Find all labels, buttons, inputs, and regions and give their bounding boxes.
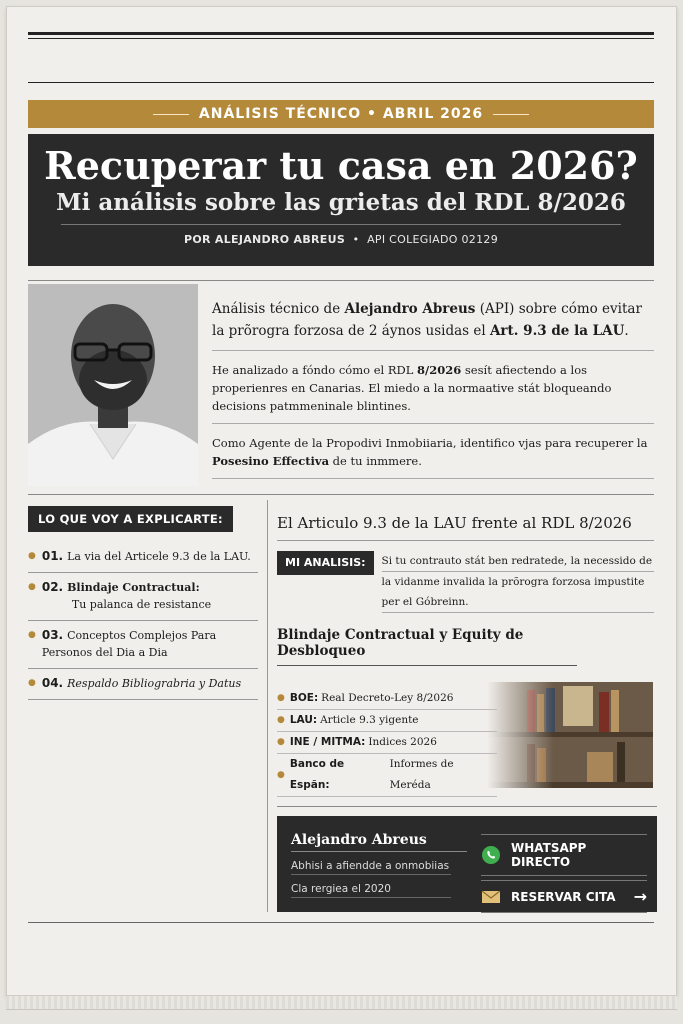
reference-key: BOE: — [289, 692, 319, 704]
analysis-subheading: Blindaje Contractual y Equity de Desbloqueo — [277, 627, 577, 666]
reference-key: LAU: — [289, 714, 318, 726]
intro-paragraph-2 — [212, 361, 654, 424]
analysis-line-2: la vidanme invalida la prõrogra forzosa impustite per el Góbreinn. — [382, 572, 654, 613]
intro-p2-prefix: He analizado a fóndo cómo el RDL — [212, 363, 418, 377]
reference-item — [277, 710, 497, 732]
contact-line-2: Cla rergiea el 2020 — [291, 883, 451, 898]
intro-lead-name: Alejandro Abreus — [344, 301, 476, 317]
top-rule — [28, 32, 654, 35]
references-list — [277, 688, 497, 797]
intro-p3-rest: de tu inmmere. — [329, 454, 422, 468]
contact-actions — [467, 816, 657, 912]
intro-lead-end: . — [624, 323, 629, 339]
analysis-column — [277, 512, 654, 796]
explain-tag: LO QUE VOY A EXPLICARTE: — [28, 506, 233, 532]
reference-key: Banco de Espãn: — [289, 758, 345, 791]
intro-p3-prefix: Como Agente de la Propodivi Inmobiiaria, identifico vjas para recuperer la — [212, 436, 648, 450]
item-text: Conceptos Complejos Para Personos del Dia a Dia — [41, 629, 217, 659]
explain-column — [28, 506, 258, 700]
item-number: 01. — [41, 549, 64, 563]
bottom-rule — [28, 922, 654, 923]
reference-value: Indices 2026 — [368, 736, 437, 748]
intro-p2-rest: sesít afiectendo a los properienres en Canarias. El miedo a la normaative stát bloqueando decisions patmmeninale blintines. — [212, 363, 612, 413]
reference-key: INE / MITMA: — [289, 736, 366, 748]
reference-item — [277, 754, 497, 797]
reference-value: Article 9.3 yigente — [320, 714, 419, 726]
whatsapp-button[interactable] — [481, 834, 647, 876]
reference-item — [277, 732, 497, 754]
banner-text: ANÁLISIS TÉCNICO • ABRIL 2026 — [198, 106, 484, 122]
section-rule — [28, 280, 654, 281]
bullet-icon: ● — [277, 769, 285, 780]
intro-lead-prefix: Análisis técnico de — [212, 301, 345, 317]
envelope-icon — [481, 890, 501, 904]
analysis-line-1: Si tu contrauto stát ben redratede, la necessido de — [382, 551, 654, 572]
whatsapp-label: WHATSAPP DIRECTO — [511, 841, 587, 869]
intro-text — [212, 298, 654, 489]
contact-box — [277, 816, 657, 912]
intro-p2-bold: 8/2026 — [417, 363, 462, 377]
byline-separator: • — [352, 233, 360, 246]
item-text: Respaldo Bibliograbria y Datus — [67, 677, 242, 690]
bookshelf-photo — [487, 682, 653, 788]
page-fold — [6, 996, 677, 1010]
explain-list — [28, 542, 258, 700]
reference-item — [277, 688, 497, 710]
item-number: 04. — [41, 676, 64, 690]
author-portrait — [28, 284, 198, 486]
list-item — [28, 669, 258, 700]
whatsapp-icon — [481, 845, 501, 865]
list-item — [28, 621, 258, 669]
reference-value: Real Decreto-Ley 8/2026 — [321, 692, 454, 704]
intro-lead-mid: (API) sobre cómo evitar la prõrogra forzosa de 2 áynos usidas el — [212, 301, 642, 339]
intro-paragraph-3 — [212, 434, 654, 479]
bookshelf-illustration — [487, 682, 653, 788]
bullet-icon: ● — [277, 693, 285, 703]
analysis-box — [277, 551, 654, 613]
analysis-heading: El Articulo 9.3 de la LAU frente al RDL 8/2026 — [277, 512, 654, 541]
contact-line-1: Abhisi a afiendde a onmobiias — [291, 860, 451, 875]
intro-lead-article: Art. 9.3 de la LAU — [489, 323, 625, 339]
contact-info — [277, 816, 467, 912]
contact-rule — [277, 806, 657, 807]
reserve-label: RESERVAR CITA — [511, 889, 616, 904]
item-text: Tu palanca de resistance — [71, 598, 212, 611]
byline-rule — [61, 224, 621, 225]
top-rule-thin — [28, 38, 654, 39]
headline-box — [28, 134, 654, 266]
column-divider — [267, 500, 268, 912]
analysis-text — [374, 551, 654, 613]
list-item — [28, 573, 258, 621]
item-text: La via del Articele 9.3 de la LAU. — [67, 550, 251, 563]
reference-value: Informes de Meréda — [389, 758, 454, 791]
item-number: 02. — [41, 580, 64, 594]
byline-author: POR ALEJANDRO ABREUS — [183, 233, 346, 246]
bullet-icon: ● — [277, 715, 285, 725]
bullet-icon: ● — [28, 582, 36, 592]
portrait-illustration — [28, 284, 198, 486]
contact-name: Alejandro Abreus — [291, 832, 467, 852]
arrow-right-icon: → — [633, 887, 647, 906]
byline-credential: API COLEGIADO 02129 — [367, 233, 498, 246]
byline — [28, 233, 654, 246]
intro-lead — [212, 298, 654, 351]
banner-dash-right — [493, 114, 529, 115]
intro-p3-bold: Posesino Effectiva — [212, 454, 330, 468]
analysis-tag: MI ANALISIS: — [277, 551, 374, 575]
bullet-icon: ● — [28, 630, 36, 640]
masthead-rule — [28, 82, 654, 83]
item-number: 03. — [41, 628, 64, 642]
headline-title: Recuperar tu casa en 2026? — [44, 143, 638, 188]
headline-subtitle: Mi análisis sobre las grietas del RDL 8/2026 — [56, 189, 626, 216]
section-banner — [28, 100, 654, 128]
bullet-icon: ● — [28, 551, 36, 561]
bullet-icon: ● — [28, 678, 36, 688]
banner-dash-left — [153, 114, 189, 115]
item-title: Blindaje Contractual: — [67, 581, 200, 594]
reserve-appointment-button[interactable] — [481, 880, 647, 913]
bullet-icon: ● — [277, 737, 285, 747]
references-block — [277, 688, 654, 796]
list-item — [28, 542, 258, 573]
columns-rule — [28, 494, 654, 495]
